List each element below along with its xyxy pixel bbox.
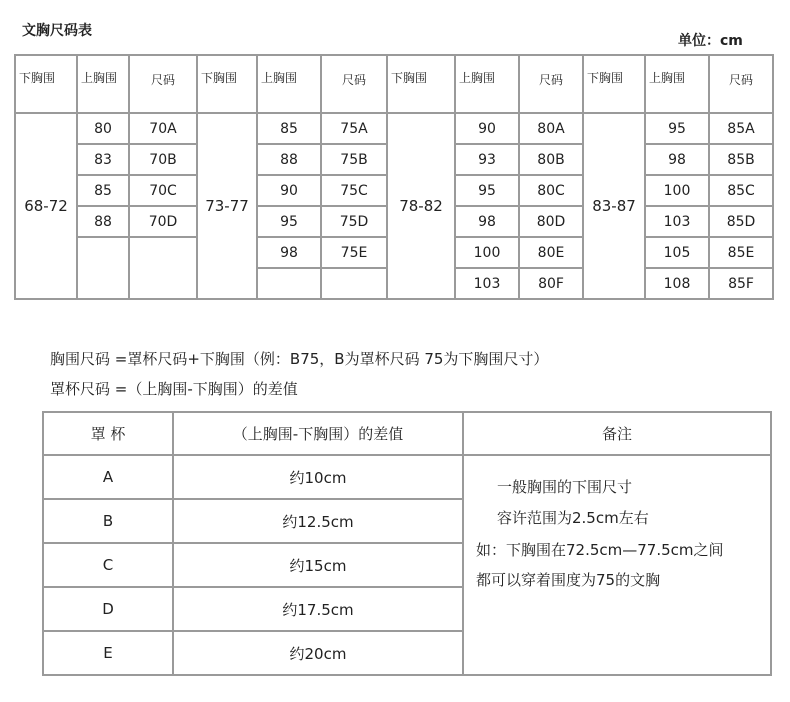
note-line: 都可以穿着围度为75的文胸 (476, 571, 661, 589)
note-line: 如：下胸围在72.5cm—77.5cm之间 (476, 541, 724, 559)
header-size: 尺码 (709, 55, 773, 113)
header-over: 上胸围 (257, 55, 321, 113)
cup-diff: 约10cm (173, 455, 463, 499)
size-value: 80B (519, 144, 583, 175)
size-value: 85C (709, 175, 773, 206)
over-value: 90 (257, 175, 321, 206)
over-value: 103 (645, 206, 709, 237)
size-table (14, 54, 774, 300)
size-value: 80E (519, 237, 583, 268)
size-value: 70A (129, 113, 197, 144)
over-value: 80 (77, 113, 129, 144)
header-note: 备注 (463, 412, 771, 455)
size-value: 85D (709, 206, 773, 237)
size-table-header (15, 55, 773, 113)
size-value: 85B (709, 144, 773, 175)
under-range: 73-77 (197, 113, 257, 299)
over-value: 90 (455, 113, 519, 144)
header-under: 下胸围 (15, 55, 77, 113)
unit-label: 单位：cm (678, 33, 743, 49)
size-value: 75E (321, 237, 387, 268)
over-value (257, 268, 321, 299)
cup-letter: A (43, 455, 173, 499)
header-diff: （上胸围-下胸围）的差值 (173, 412, 463, 455)
size-value: 70C (129, 175, 197, 206)
header-over: 上胸围 (645, 55, 709, 113)
under-range: 78-82 (387, 113, 455, 299)
header-cup: 罩 杯 (43, 412, 173, 455)
over-value: 108 (645, 268, 709, 299)
chart-title: 文胸尺码表 (22, 23, 92, 39)
header-under: 下胸围 (197, 55, 257, 113)
cup-diff: 约12.5cm (173, 499, 463, 543)
size-value: 85F (709, 268, 773, 299)
size-value: 70B (129, 144, 197, 175)
size-value (129, 237, 197, 299)
cup-diff: 约20cm (173, 631, 463, 675)
over-value: 98 (645, 144, 709, 175)
cup-diff: 约15cm (173, 543, 463, 587)
over-value (77, 237, 129, 299)
over-value: 85 (257, 113, 321, 144)
over-value: 95 (645, 113, 709, 144)
over-value: 100 (645, 175, 709, 206)
over-value: 83 (77, 144, 129, 175)
over-value: 95 (455, 175, 519, 206)
size-value: 75C (321, 175, 387, 206)
size-value: 80A (519, 113, 583, 144)
size-value: 80C (519, 175, 583, 206)
header-under: 下胸围 (583, 55, 645, 113)
header-over: 上胸围 (77, 55, 129, 113)
cup-table-header (43, 412, 771, 455)
under-range: 83-87 (583, 113, 645, 299)
over-value: 105 (645, 237, 709, 268)
size-value: 70D (129, 206, 197, 237)
size-value: 85E (709, 237, 773, 268)
over-value: 95 (257, 206, 321, 237)
size-value (321, 268, 387, 299)
header-under: 下胸围 (387, 55, 455, 113)
formula-cup-size: 罩杯尺码 =（上胸围-下胸围）的差值 (50, 380, 298, 398)
cup-diff: 约17.5cm (173, 587, 463, 631)
note-line: 容许范围为2.5cm左右 (497, 509, 649, 527)
over-value: 88 (77, 206, 129, 237)
header-size: 尺码 (321, 55, 387, 113)
over-value: 103 (455, 268, 519, 299)
formula-chest-size: 胸围尺码 =罩杯尺码+下胸围（例：B75，B为罩杯尺码 75为下胸围尺寸） (50, 350, 549, 368)
over-value: 98 (455, 206, 519, 237)
header-over: 上胸围 (455, 55, 519, 113)
over-value: 93 (455, 144, 519, 175)
header-size: 尺码 (519, 55, 583, 113)
cup-letter: D (43, 587, 173, 631)
over-value: 100 (455, 237, 519, 268)
size-value: 85A (709, 113, 773, 144)
size-row (15, 113, 773, 144)
cup-letter: B (43, 499, 173, 543)
cup-letter: C (43, 543, 173, 587)
over-value: 98 (257, 237, 321, 268)
over-value: 88 (257, 144, 321, 175)
size-value: 75A (321, 113, 387, 144)
size-value: 80D (519, 206, 583, 237)
over-value: 85 (77, 175, 129, 206)
cup-letter: E (43, 631, 173, 675)
size-value: 80F (519, 268, 583, 299)
cup-row (43, 455, 771, 499)
header-size: 尺码 (129, 55, 197, 113)
size-value: 75B (321, 144, 387, 175)
under-range: 68-72 (15, 113, 77, 299)
size-value: 75D (321, 206, 387, 237)
note-line: 一般胸围的下围尺寸 (497, 478, 633, 496)
